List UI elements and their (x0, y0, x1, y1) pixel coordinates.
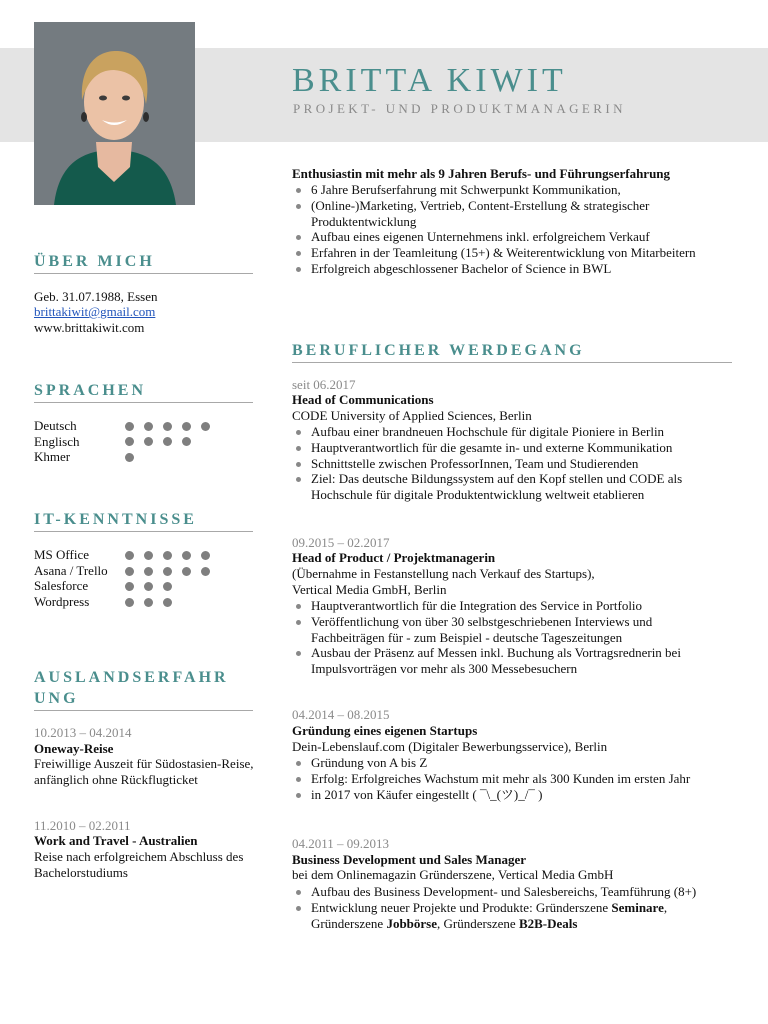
abroad-heading-line2: UNG (34, 690, 79, 707)
rating-dot (182, 422, 191, 431)
list-item: Gründung von A bis Z (293, 755, 743, 771)
skill-rating (125, 567, 210, 576)
skill-label: Wordpress (34, 594, 90, 609)
rating-dot (163, 422, 172, 431)
summary-list (293, 182, 713, 277)
bullet-emphasis: B2B-Deals (518, 915, 578, 931)
list-item: (Online-)Marketing, Vertrieb, Content-Erstellung & strategischer Produktentwicklung (293, 198, 713, 230)
rating-dot (163, 582, 172, 591)
skill-rating (125, 598, 172, 607)
bullet-text: , Gründerszene (311, 899, 668, 931)
job-date: 04.2014 – 08.2015 (292, 707, 390, 722)
job-date: 04.2011 – 09.2013 (292, 836, 390, 851)
list-item: Hauptverantwortlich für die gesamte in- und externe Kommunikation (293, 440, 733, 456)
rating-dot (163, 567, 172, 576)
rating-dot (144, 437, 153, 446)
rating-dot (125, 567, 134, 576)
portrait-image (34, 22, 195, 205)
skill-rating (125, 551, 210, 560)
abroad-description: Freiwillige Auszeit für Südostasien-Reise, anfänglich ohne Rückflugticket (34, 756, 254, 787)
list-item (293, 900, 718, 932)
skill-rating (125, 582, 172, 591)
job-company: Dein-Lebenslauf.com (Digitaler Bewerbungsservice), Berlin (292, 739, 608, 754)
about-heading: ÜBER MICH (34, 252, 253, 274)
profile-photo (34, 22, 195, 205)
skill-label: MS Office (34, 547, 90, 562)
rating-dot (201, 551, 210, 560)
job-bullets (293, 755, 743, 802)
list-item: Ausbau der Präsenz auf Messen inkl. Buchung als Vortragsrednerin bei Impulsvorträgen vor mehr als 300 Messebesuchern (293, 645, 723, 677)
rating-dot (125, 582, 134, 591)
summary-headline: Enthusiastin mit mehr als 9 Jahren Berufs- und Führungserfahrung (292, 166, 671, 181)
it-skills-heading: IT-KENNTNISSE (34, 510, 253, 532)
languages-heading: SPRACHEN (34, 381, 253, 403)
bullet-emphasis: Jobbörse (386, 915, 437, 931)
rating-dot (125, 598, 134, 607)
rating-dot (182, 437, 191, 446)
job-company: bei dem Onlinemagazin Gründerszene, Vertical Media GmbH (292, 867, 614, 882)
list-item: 6 Jahre Berufserfahrung mit Schwerpunkt Kommunikation, (293, 182, 713, 198)
birth-info: Geb. 31.07.1988, Essen (34, 289, 158, 304)
abroad-description: Reise nach erfolgreichem Abschluss des Bachelorstudiums (34, 849, 244, 880)
language-label: Deutsch (34, 418, 77, 433)
list-item: Aufbau des Business Development- und Salesbereichs, Teamführung (8+) (293, 884, 718, 900)
job-title: Business Development und Sales Manager (292, 852, 527, 867)
list-item: Schnittstelle zwischen ProfessorInnen, Team und Studierenden (293, 456, 733, 472)
skill-label: Asana / Trello (34, 563, 108, 578)
language-label: Khmer (34, 449, 71, 464)
rating-dot (125, 437, 134, 446)
job-title: Head of Communications (292, 392, 434, 407)
career-heading: BERUFLICHER WERDEGANG (292, 341, 732, 363)
list-item: Erfahren in der Teamleitung (15+) & Weiterentwicklung von Mitarbeitern (293, 245, 713, 261)
rating-dot (144, 422, 153, 431)
rating-dot (125, 551, 134, 560)
rating-dot (201, 422, 210, 431)
job-title: Head of Product / Projektmanagerin (292, 550, 496, 565)
rating-dot (163, 437, 172, 446)
bullet-emphasis: Seminare (611, 899, 664, 915)
list-item: Veröffentlichung von über 30 selbstgeschriebenen Interviews und Fachbeiträgen für - zum Beispiel - deutsche Tageszeitungen (293, 614, 723, 646)
job-bullets (293, 424, 733, 503)
job-title: Gründung eines eigenen Startups (292, 723, 478, 738)
list-item: Ziel: Das deutsche Bildungssystem auf den Kopf stellen und CODE als Hochschule für digitale Produktentwicklung weltweit etablieren (293, 471, 733, 503)
job-company: (Übernahme in Festanstellung nach Verkauf des Startups), (292, 566, 595, 581)
website-text: www.brittakiwit.com (34, 320, 145, 335)
language-rating (125, 437, 191, 446)
language-rating (125, 422, 210, 431)
skill-label: Salesforce (34, 578, 89, 593)
bullet-text: Entwicklung neuer Projekte und Produkte: Gründerszene (311, 899, 612, 915)
candidate-title: PROJEKT- UND PRODUKTMANAGERIN (293, 101, 626, 116)
list-item: in 2017 von Käufer eingestellt ( ¯\_(ツ)_/¯ ) (293, 787, 743, 803)
list-item: Aufbau einer brandneuen Hochschule für digitale Pioniere in Berlin (293, 424, 733, 440)
rating-dot (125, 422, 134, 431)
rating-dot (144, 567, 153, 576)
list-item: Erfolg: Erfolgreiches Wachstum mit mehr als 300 Kunden im ersten Jahr (293, 771, 743, 787)
abroad-title: Oneway-Reise (34, 741, 114, 756)
job-bullets (293, 598, 723, 677)
job-company: CODE University of Applied Sciences, Berlin (292, 408, 532, 423)
abroad-date: 11.2010 – 02.2011 (34, 818, 131, 833)
rating-dot (144, 598, 153, 607)
abroad-date: 10.2013 – 04.2014 (34, 725, 132, 740)
rating-dot (144, 582, 153, 591)
job-bullets (293, 884, 718, 931)
bullet-text: , Gründerszene (437, 915, 519, 931)
list-item: Aufbau eines eigenen Unternehmens inkl. erfolgreichem Verkauf (293, 229, 713, 245)
rating-dot (163, 551, 172, 560)
job-date: 09.2015 – 02.2017 (292, 535, 390, 550)
rating-dot (201, 567, 210, 576)
candidate-name: BRITTA KIWIT (292, 62, 567, 99)
rating-dot (125, 453, 134, 462)
email-link[interactable]: brittakiwit@gmail.com (34, 304, 156, 319)
language-rating (125, 453, 134, 462)
list-item: Hauptverantwortlich für die Integration des Service in Portfolio (293, 598, 723, 614)
rating-dot (182, 551, 191, 560)
abroad-heading-line1: AUSLANDSERFAHR (34, 669, 229, 686)
list-item: Erfolgreich abgeschlossener Bachelor of Science in BWL (293, 261, 713, 277)
rating-dot (163, 598, 172, 607)
language-label: Englisch (34, 434, 80, 449)
abroad-heading (34, 667, 253, 711)
job-company: Vertical Media GmbH, Berlin (292, 582, 447, 597)
rating-dot (144, 551, 153, 560)
job-date: seit 06.2017 (292, 377, 356, 392)
abroad-title: Work and Travel - Australien (34, 833, 198, 848)
rating-dot (182, 567, 191, 576)
